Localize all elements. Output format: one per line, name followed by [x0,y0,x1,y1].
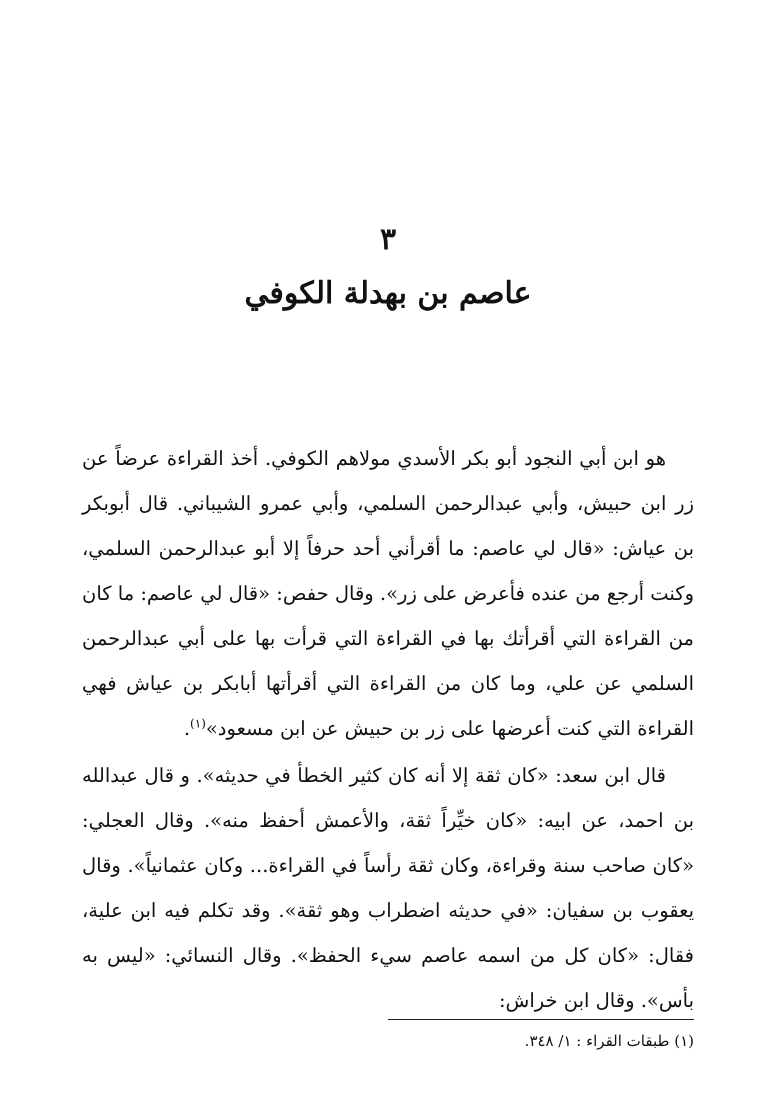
paragraph-1-end: . [183,717,191,740]
body-text [82,436,694,1025]
footnote-reference[interactable]: (١) [190,716,206,731]
footnote-separator [388,1019,694,1020]
chapter-title: عاصم بن بهدلة الكوفي [244,276,532,311]
footnote-1 [300,1030,694,1052]
footnote-text: طبقات القراء : ١/ ٣٤٨. [524,1032,670,1050]
footnote-marker: (١) [674,1032,694,1050]
chapter-number: ٣ [379,222,397,257]
paragraph-2 [82,753,694,1023]
paragraph-1 [82,436,694,751]
paragraph-1-text: هو ابن أبي النجود أبو بكر الأسدي مولاهم الكوفي. أخذ القراءة عرضاً عن زر ابن حبيش، وأبي عبدالرحمن السلمي، وأبي عمرو الشيباني. قال أبوبكر بن عياش: «قال لي عاصم: ما أقرأني أحد حرفاً إلا أبو عبدالرحمن السلمي، وكنت أرجع من عنده فأعرض على زر». وقال حفص: «قال لي عاصم: ما كان من القراءة التي أقرأتك بها في القراءة التي قرأت بها على أبي عبدالرحمن السلمي عن علي، وما كان من القراءة التي أقرأتها أبابكر بن عياش فهي القراءة التي كنت أعرضها على زر بن حبيش عن ابن مسعود» [82,447,694,740]
paragraph-2-text: قال ابن سعد: «كان ثقة إلا أنه كان كثير الخطأ في حديثه». و قال عبدالله بن احمد، عن ابيه: «كان خيِّراً ثقة، والأعمش أحفظ منه». وقال العجلي: «كان صاحب سنة وقراءة، وكان ثقة رأساً في القراءة... وكان عثمانياً». وقال يعقوب بن سفيان: «في حديثه اضطراب وهو ثقة». وقد تكلم فيه ابن علية، فقال: «كان كل من اسمه عاصم سيء الحفظ». وقال النسائي: «ليس به بأس». وقال ابن خراش: [82,764,694,1012]
